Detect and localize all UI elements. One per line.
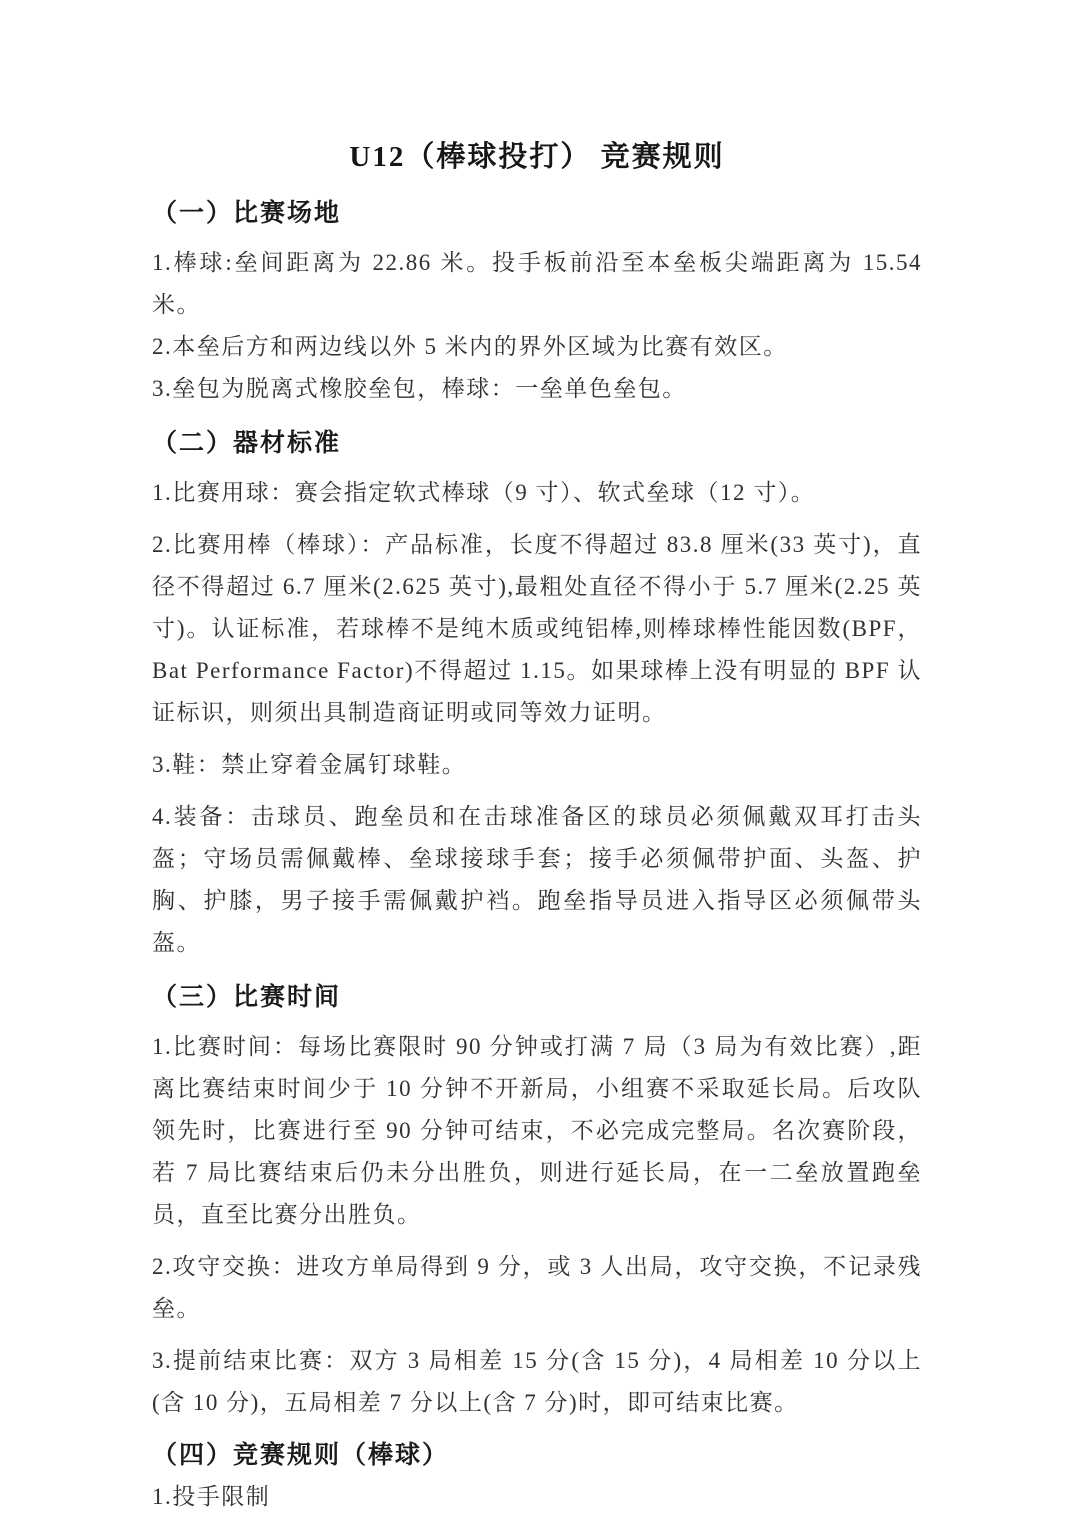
rule-paragraph: 1.比赛用球：赛会指定软式棒球（9 寸）、软式垒球（12 寸）。 <box>152 480 816 505</box>
section-heading: （二）器材标准 <box>152 429 342 457</box>
rule-paragraph: 2.比赛用棒（棒球）：产品标准，长度不得超过 83.8 厘米(33 英寸)，直径不得超过 6.7 厘米(2.625 英寸),最粗处直径不得小于 5.7 厘米(2.25 英寸)。认证标准，若球棒不是纯木质或纯铝棒,则棒球棒性能因数(BPF，Bat Performance Factor)不得超过 1.15。如果球棒上没有明显的 BPF 认证标识，则须出具制造商证明或同等效力证明。 <box>152 532 922 725</box>
rule-paragraph: 3.提前结束比赛：双方 3 局相差 15 分(含 15 分)，4 局相差 10 分以上(含 10 分)，五局相差 7 分以上(含 7 分)时，即可结束比赛。 <box>152 1348 922 1415</box>
rule-paragraph: 1.投手限制 <box>152 1484 271 1509</box>
section-playing-field <box>152 192 922 410</box>
rule-paragraph: 4.装备：击球员、跑垒员和在击球准备区的球员必须佩戴双耳打击头盔；守场员需佩戴棒、垒球接球手套；接手必须佩带护面、头盔、护胸、护膝，男子接手需佩戴护裆。跑垒指导员进入指导区必须佩带头盔。 <box>152 804 922 955</box>
document-title: U12（棒球投打） 竞赛规则 <box>349 141 725 173</box>
rule-paragraph: 3.鞋：禁止穿着金属钉球鞋。 <box>152 752 467 777</box>
section-heading: （三）比赛时间 <box>152 983 342 1011</box>
rule-paragraph: 2.本垒后方和两边线以外 5 米内的界外区域为比赛有效区。 <box>152 334 788 359</box>
section-heading: （一）比赛场地 <box>152 199 342 227</box>
rule-paragraph: 1.棒球:垒间距离为 22.86 米。投手板前沿至本垒板尖端距离为 15.54 米。 <box>152 250 922 317</box>
rule-paragraph: 1.比赛时间：每场比赛限时 90 分钟或打满 7 局（3 局为有效比赛）,距离比赛结束时间少于 10 分钟不开新局，小组赛不采取延长局。后攻队领先时，比赛进行至 90 分钟可结束，不必完成完整局。名次赛阶段，若 7 局比赛结束后仍未分出胜负，则进行延长局，在一二垒放置跑垒员，直至比赛分出胜负。 <box>152 1034 922 1227</box>
section-heading: （四）竞赛规则（棒球） <box>152 1441 450 1469</box>
section-competition-rules-baseball <box>152 1434 922 1518</box>
rule-paragraph: 3.垒包为脱离式橡胶垒包，棒球：一垒单色垒包。 <box>152 376 687 401</box>
section-game-time <box>152 976 922 1424</box>
rule-paragraph: 2.攻守交换：进攻方单局得到 9 分，或 3 人出局，攻守交换，不记录残垒。 <box>152 1254 922 1321</box>
section-equipment-standards <box>152 422 922 964</box>
